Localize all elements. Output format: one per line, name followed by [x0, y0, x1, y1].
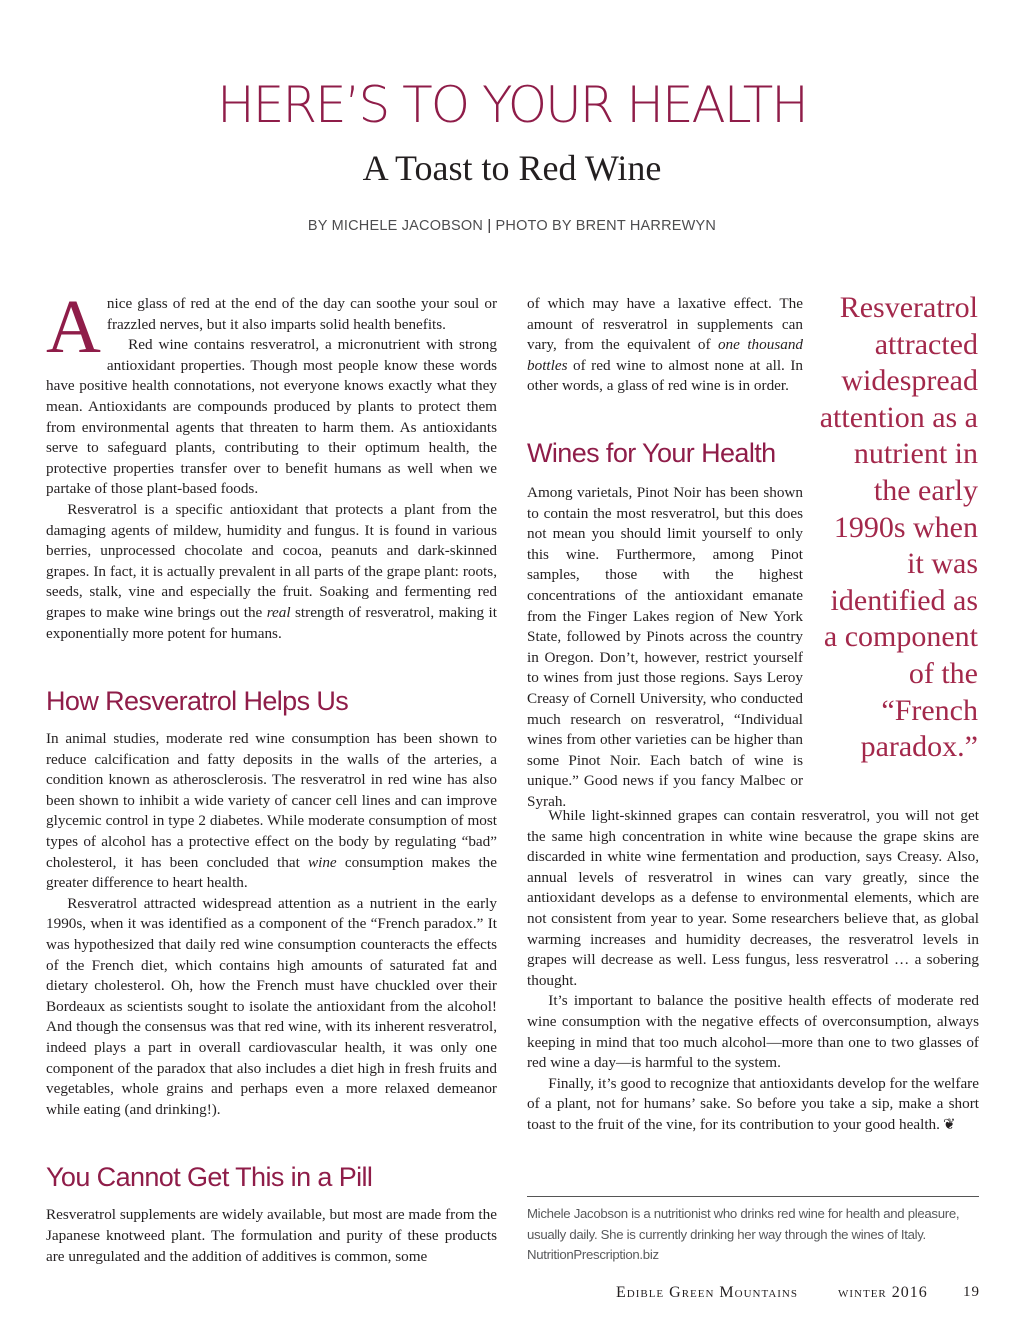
helps-text-1a: In animal studies, moderate red wine consumption has been shown to reduce calcification and fatty deposits in the walls of the arteries, a condition known as atherosclerosis. The resveratrol in red wine has also been shown to inhibit a wide variety of cancer cell lines and can improve glycemic control in type 2 diabetes. While moderate consumption of most types of alcohol has a protective effect on the body by regulating “bad” cholesterol, it has been concluded that: [46, 730, 497, 871]
left-column: [46, 285, 497, 1267]
intro-paragraph-3: [46, 500, 497, 644]
section-heading-helps: How Resveratrol Helps Us: [46, 686, 349, 717]
wines-paragraph-4: [527, 1074, 979, 1136]
footer-publication: Edible Green Mountains: [616, 1284, 798, 1301]
intro-text-3b: strength of resveratrol, making it exponentially more potent for humans.: [46, 603, 497, 642]
middle-column: [527, 294, 803, 812]
intro-emphasis: real: [266, 603, 291, 621]
helps-text-1b: consumption makes the greater difference to heart health.: [46, 853, 497, 892]
intro-paragraph-1: [46, 285, 497, 369]
wines-paragraph-1: Among varietals, Pinot Noir has been shown to contain the most resveratrol, but this does not mean you should limit yourself to only this wine. Furthermore, among Pinot samples, those with the highest concentrations of the antioxidant emanate from the Finger Lakes region of New York State, followed by Pinots across the country in Oregon. Don’t, however, restrict yourself to wines from just those regions. Says Leroy Creasy of Cornell University, who conducted much research on resveratrol, “Individual wines from other varieties can be higher than some Pinot Noir. Each batch of wine is unique.” Good news if you fancy Malbec or Syrah.: [527, 483, 803, 810]
author-website: NutritionPrescription.biz: [527, 1247, 659, 1262]
wines-text-4: Finally, it’s good to recognize that antioxidants develop for the welfare of a plant, not for humans’ sake. So before you take a sip, make a short toast to the fruit of the vine, for its contribution to your good health.: [527, 1074, 979, 1133]
helps-paragraph-2: Resveratrol attracted widespread attention as a nutrient in the early 1990s, when it was identified as a component of the “French paradox.” It was hypothesized that daily red wine consumption counteracts the effects of the French diet, which contains high amounts of saturated fat and dietary cholesterol. Oh, how the French must have chuckled over their Bordeaux as scientists sought to isolate the antioxidant from the alcohol! And though the consensus was that red wine, with its inherent resveratrol, indeed plays a part in overall cardiovascular health, it was only one component of the paradox that also includes a diet high in fresh fruits and vegetables, whole grains and perhaps even a more relaxed demeanor while eating (and drinking!).: [46, 894, 497, 1118]
pill-text-b: of red wine to almost none at all. In other words, a glass of red wine is in order.: [527, 356, 803, 395]
drop-cap: A: [46, 285, 101, 369]
byline: [0, 218, 1024, 234]
right-bottom-column: [527, 806, 979, 1136]
end-mark-icon: ❦: [942, 1116, 956, 1133]
bio-divider: [527, 1196, 979, 1197]
pill-paragraph-continued: [527, 294, 803, 397]
pill-emphasis: one thousand bottles: [527, 336, 804, 374]
section-heading-wines: Wines for Your Health: [527, 437, 776, 468]
intro-text-1: nice glass of red at the end of the day can soothe your soul or frazzled nerves, but it also imparts solid health benefits.: [106, 295, 497, 333]
wines-paragraph-3: It’s important to balance the positive health effects of moderate red wine consumption with the negative effects of overconsumption, always keeping in mind that too much alcohol—more than one to two glasses of red wine a day—is harmful to the system.: [527, 992, 979, 1072]
byline-photo-credit: PHOTO BY BRENT HARREWYN: [495, 218, 717, 234]
author-bio: [527, 1204, 979, 1266]
pill-text-a: of which may have a laxative effect. The amount of resveratrol in supplements can vary, from the equivalent of: [527, 295, 803, 354]
author-bio-text: Michele Jacobson is a nutritionist who drinks red wine for health and pleasure, usually daily. She is currently drinking her way through the wines of Italy.: [527, 1206, 960, 1242]
wines-paragraph-2: While light-skinned grapes can contain resveratrol, you will not get the same high concentration in white wine because the grape skins are discarded in white wine fermentation and production, says Creasy. Also, annual levels of resveratrol in wines can vary greatly, since the antioxidant develops as a defense to environmental elements, which are not consistent from year to year. Some researchers believe that, as global warming increases and humidity decreases, the resveratrol levels in grapes will decrease as well. Less fungus, less resveratrol … a sobering thought.: [527, 807, 979, 989]
pull-quote: Resveratrol attracted widespread attention as a nutrient in the early 1990s when it was identified as a component of the “French paradox.”: [819, 291, 978, 764]
page-number: 19: [963, 1284, 980, 1300]
byline-separator: |: [487, 218, 492, 234]
helps-emphasis: wine: [307, 853, 337, 871]
section-heading-pill: You Cannot Get This in a Pill: [46, 1162, 373, 1193]
byline-author: BY MICHELE JACOBSON: [307, 218, 484, 234]
intro-paragraph-2: Red wine contains resveratrol, a micronutrient with strong antioxidant properties. Though most people know these words have positive health connotations, not everyone knows exactly what they mean. Antioxidants are compounds produced by plants to protect them from environmental agents that threaten to harm them. As antioxidants serve to safeguard plants, contributing to their optimum health, the protective properties transfer over to benefit humans as well when we partake of those plant-based foods.: [46, 336, 497, 498]
pill-paragraph-1: Resveratrol supplements are widely available, but most are made from the Japanese knotweed plant. The formulation and purity of these products are unregulated and the addition of additives is common, some: [46, 1206, 497, 1265]
article-title: HERE’S TO YOUR HEALTH: [217, 76, 807, 134]
helps-paragraph-1: [46, 729, 497, 894]
article-subtitle: A Toast to Red Wine: [362, 148, 662, 188]
intro-text-3a: Resveratrol is a specific antioxidant that protects a plant from the damaging agents of mildew, humidity and fungus. It is found in various berries, unprocessed chocolate and cocoa, peanuts and dark-skinned grapes. In fact, it is actually prevalent in all parts of the grape plant: roots, seeds, stalk, vine and especially the fruit. Soaking and fermenting red grapes to make wine brings out the: [46, 500, 497, 621]
footer-season: winter 2016: [838, 1284, 928, 1301]
